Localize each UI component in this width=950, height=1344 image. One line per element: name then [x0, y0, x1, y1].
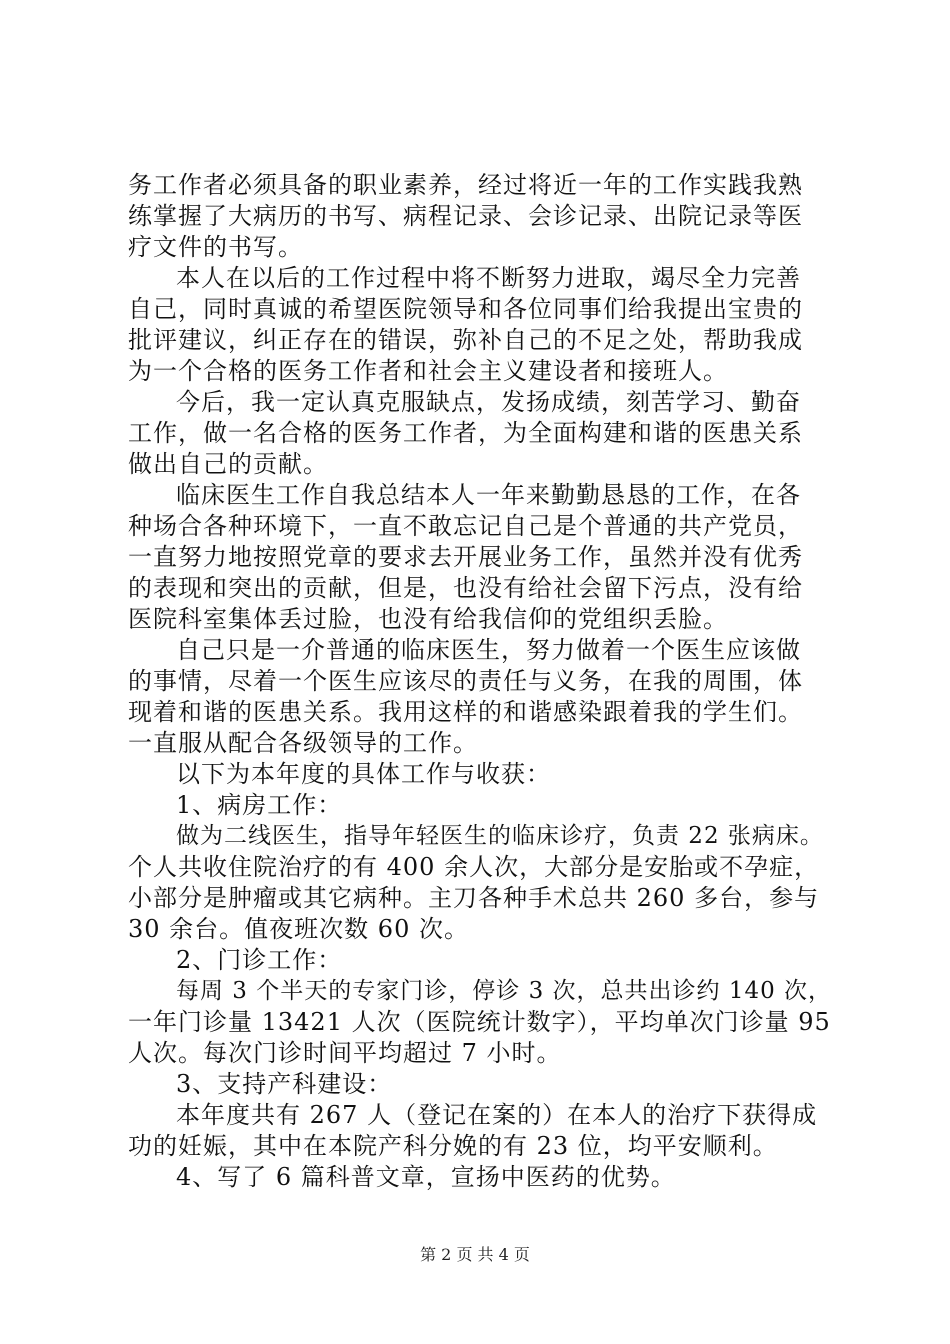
text-line: 3、支持产科建设： — [176, 1070, 393, 1098]
text-line: 的表现和突出的贡献，但是，也没有给社会留下污点，没有给 — [128, 574, 803, 602]
text-line: 个人共收住院治疗的有 400 余人次，大部分是安胎或不孕症， — [128, 853, 820, 881]
text-line: 4、写了 6 篇科普文章，宣扬中医药的优势。 — [176, 1163, 676, 1191]
text-line: 疗文件的书写。 — [128, 233, 303, 261]
text-line: 30 余台。值夜班次数 60 次。 — [128, 915, 469, 943]
text-line: 一直努力地按照党章的要求去开展业务工作，虽然并没有优秀 — [128, 543, 803, 571]
text-line: 做为二线医生，指导年轻医生的临床诊疗，负责 22 张病床。 — [176, 823, 824, 849]
text-line: 1、病房工作： — [176, 791, 343, 819]
document-body — [128, 170, 834, 1193]
text-line: 的事情，尽着一个医生应该尽的责任与义务，在我的周围，体 — [128, 667, 803, 695]
text-line: 批评建议，纠正存在的错误，弥补自己的不足之处，帮助我成 — [128, 326, 803, 354]
text-line: 以下为本年度的具体工作与收获： — [176, 760, 551, 788]
text-line: 工作，做一名合格的医务工作者，为全面构建和谐的医患关系 — [128, 419, 803, 447]
text-line: 今后，我一定认真克服缺点，发扬成绩，刻苦学习、勤奋 — [176, 388, 801, 416]
text-line: 2、门诊工作： — [176, 946, 343, 974]
text-line: 功的妊娠，其中在本院产科分娩的有 23 位，均平安顺利。 — [128, 1132, 778, 1160]
text-line: 本人在以后的工作过程中将不断努力进取，竭尽全力完善 — [176, 264, 801, 292]
text-line: 做出自己的贡献。 — [128, 450, 328, 478]
text-line: 临床医生工作自我总结本人一年来勤勤恳恳的工作，在各 — [176, 481, 801, 509]
text-line: 一直服从配合各级领导的工作。 — [128, 729, 478, 757]
text-line: 人次。每次门诊时间平均超过 7 小时。 — [128, 1039, 562, 1067]
text-line: 本年度共有 267 人（登记在案的）在本人的治疗下获得成 — [176, 1101, 818, 1129]
text-line: 种场合各种环境下，一直不敢忘记自己是个普通的共产党员， — [128, 512, 803, 540]
text-line: 小部分是肿瘤或其它病种。主刀各种手术总共 260 多台，参与 — [128, 884, 820, 912]
text-line: 自己，同时真诚的希望医院领导和各位同事们给我提出宝贵的 — [128, 295, 803, 323]
text-line: 每周 3 个半天的专家门诊，停诊 3 次，总共出诊约 140 次， — [176, 978, 833, 1004]
text-line: 医院科室集体丢过脸，也没有给我信仰的党组织丢脸。 — [128, 605, 728, 633]
text-line: 现着和谐的医患关系。我用这样的和谐感染跟着我的学生们。 — [128, 698, 803, 726]
page-footer: 第 2 页 共 4 页 — [420, 1245, 530, 1264]
text-line: 一年门诊量 13421 人次（医院统计数字），平均单次门诊量 95 — [128, 1008, 831, 1036]
text-line: 练掌握了大病历的书写、病程记录、会诊记录、出院记录等医 — [128, 202, 803, 230]
text-line: 自己只是一介普通的临床医生，努力做着一个医生应该做 — [176, 636, 801, 664]
text-line: 务工作者必须具备的职业素养，经过将近一年的工作实践我熟 — [128, 171, 803, 199]
text-line: 为一个合格的医务工作者和社会主义建设者和接班人。 — [128, 357, 728, 385]
